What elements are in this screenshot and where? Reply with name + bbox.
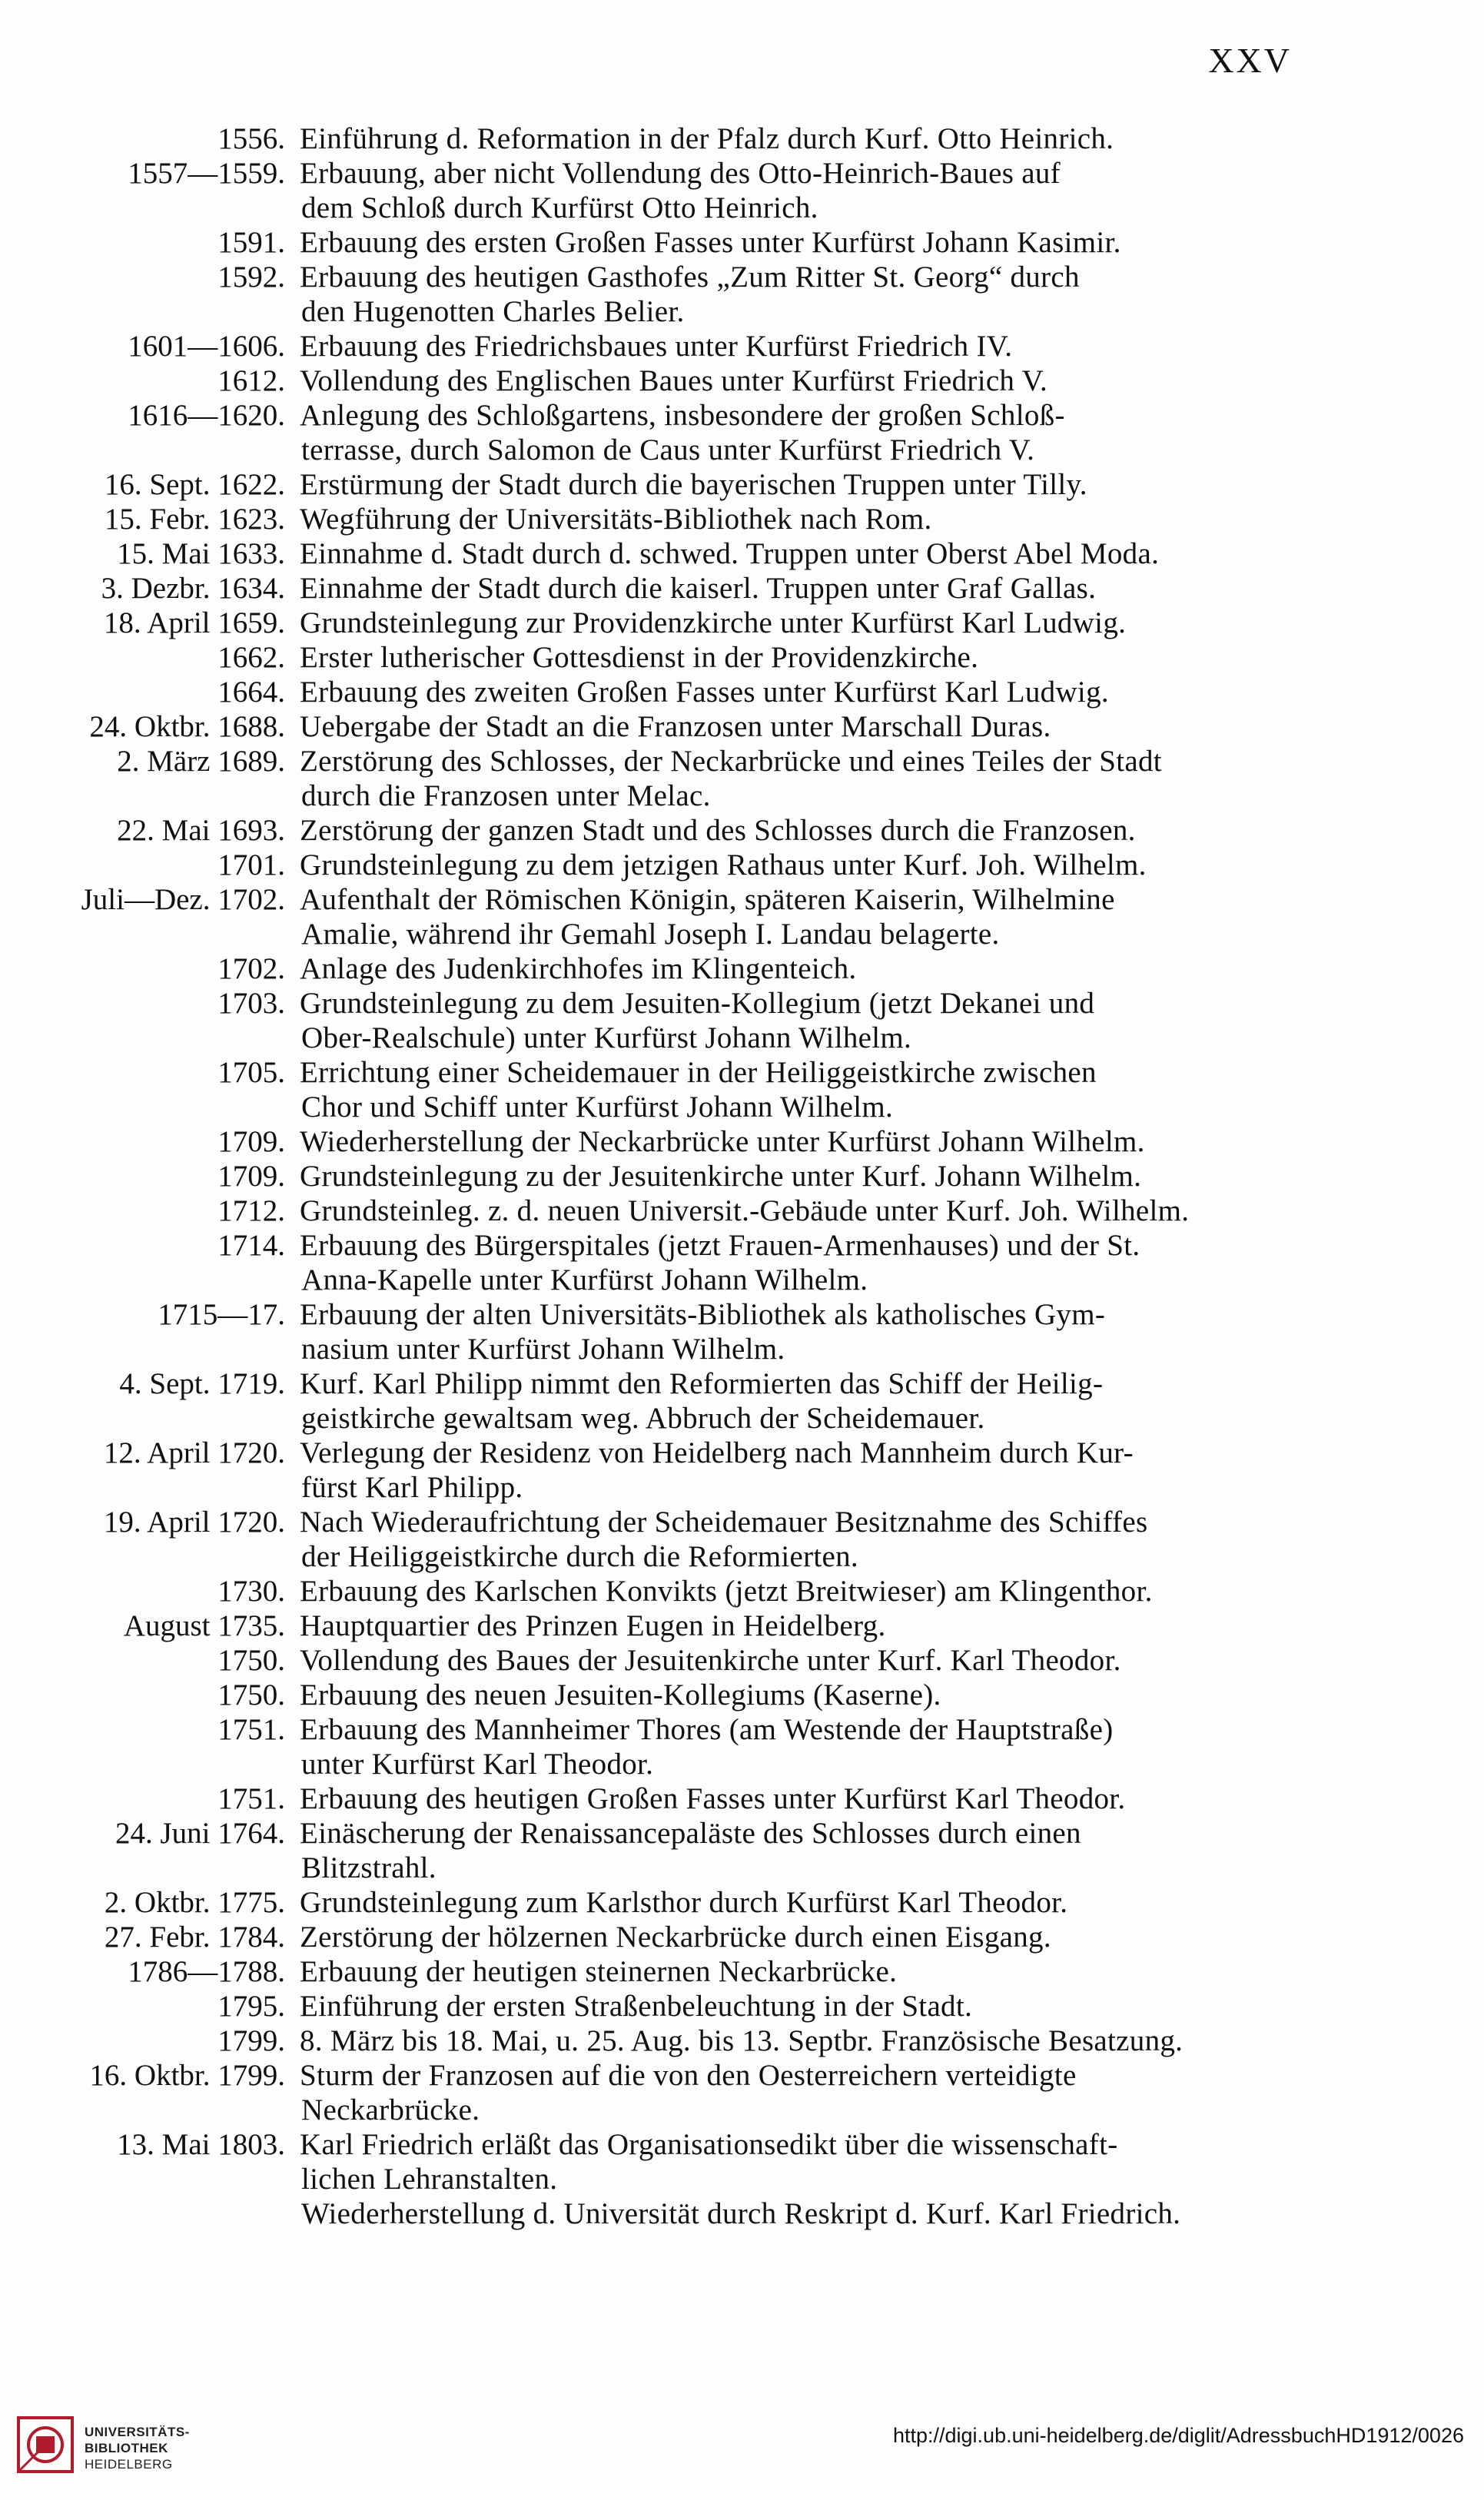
entry-row xyxy=(0,433,1484,467)
entry-date: 4. Sept. 1719. xyxy=(119,1367,285,1400)
entry-text: Grundsteinlegung zu dem jetzigen Rathaus unter Kurf. Joh. Wilhelm. xyxy=(300,848,1147,881)
entry-row xyxy=(0,813,1484,848)
entry-text: Erbauung des ersten Großen Fasses unter Kurfürst Johann Kasimir. xyxy=(300,226,1121,259)
entry-date: 12. April 1720. xyxy=(103,1436,285,1469)
entry-date: 1703. xyxy=(217,987,285,1020)
chronology-entry xyxy=(0,848,1484,882)
entry-text: Erbauung des Friedrichsbaues unter Kurfürst Friedrich IV. xyxy=(300,330,1013,363)
entry-text: Aufenthalt der Römischen Königin, späteren Kaiserin, Wilhelmine xyxy=(300,883,1115,916)
entry-date: August 1735. xyxy=(123,1609,285,1642)
entry-date: 1751. xyxy=(217,1782,285,1815)
chronology-entry xyxy=(0,571,1484,606)
logo-line: HEIDELBERG xyxy=(85,2457,173,2472)
entry-text: Grundsteinlegung zu dem Jesuiten-Kollegium (jetzt Dekanei und xyxy=(300,987,1095,1020)
entry-date: 1702. xyxy=(217,952,285,985)
entry-text: Nach Wiederaufrichtung der Scheidemauer Besitznahme des Schiffes xyxy=(300,1506,1148,1539)
entry-text-continuation: Ober-Realschule) unter Kurfürst Johann Wilhelm. xyxy=(301,1021,912,1054)
entry-row xyxy=(0,1401,1484,1436)
entry-date: 1591. xyxy=(217,226,285,259)
entry-row xyxy=(0,1470,1484,1505)
entry-date: 15. Mai 1633. xyxy=(117,537,285,570)
entry-row xyxy=(0,1920,1484,1954)
chronology-entry xyxy=(0,1609,1484,1643)
entry-date: Juli—Dez. 1702. xyxy=(81,883,285,916)
entry-date: 22. Mai 1693. xyxy=(117,814,285,847)
chronology-entry xyxy=(0,2024,1484,2058)
entry-text: Erbauung des heutigen Großen Fasses unter Kurfürst Karl Theodor. xyxy=(300,1782,1126,1815)
chronology-entry xyxy=(0,1816,1484,1885)
entry-date: 1751. xyxy=(217,1713,285,1746)
chronology-entry xyxy=(0,1436,1484,1505)
entry-text: Grundsteinlegung zum Karlsthor durch Kurfürst Karl Theodor. xyxy=(300,1886,1068,1919)
entry-date: 1750. xyxy=(217,1678,285,1711)
entry-date: 1664. xyxy=(217,676,285,709)
entry-row xyxy=(0,1643,1484,1678)
entry-date: 16. Sept. 1622. xyxy=(104,468,285,501)
entry-text: Einnahme der Stadt durch die kaiserl. Truppen unter Graf Gallas. xyxy=(300,572,1097,605)
entry-row xyxy=(0,1781,1484,1816)
entry-text: Einnahme d. Stadt durch d. schwed. Truppen unter Oberst Abel Moda. xyxy=(300,537,1160,570)
entry-date: 1556. xyxy=(217,122,285,155)
entry-text: Erbauung des Karlschen Konvikts (jetzt Breitwieser) am Klingenthor. xyxy=(300,1575,1153,1608)
entry-text-continuation: Amalie, während ihr Gemahl Joseph I. Landau belagerte. xyxy=(301,918,1000,951)
entry-row xyxy=(0,1194,1484,1228)
entry-text: Zerstörung der ganzen Stadt und des Schlosses durch die Franzosen. xyxy=(300,814,1136,847)
entry-row xyxy=(0,225,1484,260)
entry-text: Grundsteinlegung zur Providenzkirche unter Kurfürst Karl Ludwig. xyxy=(300,606,1127,639)
entry-row xyxy=(0,779,1484,813)
entry-date: 19. April 1720. xyxy=(103,1506,285,1539)
entry-date: 1795. xyxy=(217,1990,285,2023)
entry-row xyxy=(0,2127,1484,2162)
entry-date: 2. Oktbr. 1775. xyxy=(104,1886,285,1919)
entry-text-continuation: geistkirche gewaltsam weg. Abbruch der Scheidemauer. xyxy=(301,1402,985,1435)
entry-text-continuation: Anna-Kapelle unter Kurfürst Johann Wilhelm. xyxy=(301,1263,868,1296)
entry-text: Karl Friedrich erläßt das Organisationsedikt über die wissenschaft- xyxy=(300,2128,1118,2161)
entry-row xyxy=(0,1505,1484,1539)
entry-text: Anlage des Judenkirchhofes im Klingenteich. xyxy=(300,952,857,985)
entry-text: Erbauung des heutigen Gasthofes „Zum Ritter St. Georg“ durch xyxy=(300,261,1080,294)
chronology-entry xyxy=(0,398,1484,467)
entry-text: Uebergabe der Stadt an die Franzosen unter Marschall Duras. xyxy=(300,710,1051,743)
entry-date: 1701. xyxy=(217,848,285,881)
entry-text: Zerstörung der hölzernen Neckarbrücke durch einen Eisgang. xyxy=(300,1921,1051,1954)
chronology-entry xyxy=(0,1055,1484,1124)
entry-row xyxy=(0,156,1484,191)
entry-text: Sturm der Franzosen auf die von den Oesterreichern verteidigte xyxy=(300,2059,1077,2092)
entry-row xyxy=(0,2093,1484,2127)
chronology-entry xyxy=(0,536,1484,571)
entry-row xyxy=(0,709,1484,744)
entry-row xyxy=(0,294,1484,329)
chronology-entry xyxy=(0,882,1484,951)
logo-line: BIBLIOTHEK xyxy=(85,2441,168,2455)
entry-date: 3. Dezbr. 1634. xyxy=(101,572,285,605)
entry-text-continuation: den Hugenotten Charles Belier. xyxy=(301,295,685,328)
entry-row xyxy=(0,1436,1484,1470)
entry-row xyxy=(0,364,1484,398)
entry-date: 1750. xyxy=(217,1644,285,1677)
entry-text-continuation: Wiederherstellung d. Universität durch Reskript d. Kurf. Karl Friedrich. xyxy=(301,2197,1181,2230)
entry-row xyxy=(0,951,1484,986)
entry-row xyxy=(0,882,1484,917)
entry-row xyxy=(0,1712,1484,1747)
entry-text: Vollendung des Baues der Jesuitenkirche unter Kurf. Karl Theodor. xyxy=(300,1644,1121,1677)
entry-row xyxy=(0,1678,1484,1712)
entry-text: Erbauung des neuen Jesuiten-Kollegiums (Kaserne). xyxy=(300,1678,941,1711)
entry-date: 15. Febr. 1623. xyxy=(104,503,285,536)
entry-row xyxy=(0,1851,1484,1885)
entry-text: Einführung der ersten Straßenbeleuchtung in der Stadt. xyxy=(300,1990,973,2023)
entry-text: Vollendung des Englischen Baues unter Kurfürst Friedrich V. xyxy=(300,364,1048,397)
entry-text-continuation: Blitzstrahl. xyxy=(301,1851,437,1884)
entry-row xyxy=(0,1055,1484,1090)
entry-text: Grundsteinleg. z. d. neuen Universit.-Gebäude unter Kurf. Joh. Wilhelm. xyxy=(300,1194,1190,1227)
entry-text: Wegführung der Universitäts-Bibliothek nach Rom. xyxy=(300,503,932,536)
entry-date: 24. Oktbr. 1688. xyxy=(89,710,285,743)
entry-text-continuation: unter Kurfürst Karl Theodor. xyxy=(301,1748,654,1781)
entry-row xyxy=(0,191,1484,225)
source-url-link[interactable]: http://digi.ub.uni-heidelberg.de/diglit/AdressbuchHD1912/0026 xyxy=(892,2424,1464,2447)
entry-row xyxy=(0,121,1484,156)
chronology-entry xyxy=(0,813,1484,848)
logo-line: UNIVERSITÄTS- xyxy=(85,2425,190,2439)
entry-row xyxy=(0,606,1484,640)
entry-row xyxy=(0,1539,1484,1574)
chronology-entry xyxy=(0,1678,1484,1712)
entry-row xyxy=(0,1297,1484,1332)
entry-row xyxy=(0,467,1484,502)
entry-row xyxy=(0,571,1484,606)
entry-date: 18. April 1659. xyxy=(103,606,285,639)
entry-text: Erbauung des Bürgerspitales (jetzt Frauen-Armenhauses) und der St. xyxy=(300,1229,1140,1262)
entry-row xyxy=(0,1263,1484,1297)
entry-row xyxy=(0,675,1484,709)
entry-row xyxy=(0,1090,1484,1124)
entry-text: Einführung d. Reformation in der Pfalz durch Kurf. Otto Heinrich. xyxy=(300,122,1114,155)
entry-date: 1612. xyxy=(217,364,285,397)
entry-row xyxy=(0,1124,1484,1159)
chronology-entry xyxy=(0,1712,1484,1781)
chronology-entry xyxy=(0,260,1484,329)
library-logo-text xyxy=(85,2424,190,2472)
entry-text: Verlegung der Residenz von Heidelberg nach Mannheim durch Kur- xyxy=(300,1436,1134,1469)
entry-row xyxy=(0,1885,1484,1920)
chronology-entry xyxy=(0,225,1484,260)
entry-date: 1786—1788. xyxy=(128,1955,285,1988)
chronology-entry xyxy=(0,1920,1484,1954)
entry-row xyxy=(0,502,1484,536)
entry-row xyxy=(0,1609,1484,1643)
chronology-list xyxy=(0,121,1484,2231)
entry-date: 1705. xyxy=(217,1056,285,1089)
entry-text: Erster lutherischer Gottesdienst in der Providenzkirche. xyxy=(300,641,979,674)
entry-text: Erbauung des Mannheimer Thores (am Westende der Hauptstraße) xyxy=(300,1713,1114,1746)
entry-text: Erbauung, aber nicht Vollendung des Otto-Heinrich-Baues auf xyxy=(300,157,1061,190)
entry-text-continuation: Neckarbrücke. xyxy=(301,2093,480,2126)
chronology-entry xyxy=(0,121,1484,156)
chronology-entry xyxy=(0,2127,1484,2231)
chronology-entry xyxy=(0,1159,1484,1194)
entry-row xyxy=(0,1332,1484,1366)
chronology-entry xyxy=(0,364,1484,398)
chronology-entry xyxy=(0,329,1484,364)
entry-row xyxy=(0,744,1484,779)
entry-row xyxy=(0,329,1484,364)
entry-text: Erbauung des zweiten Großen Fasses unter Kurfürst Karl Ludwig. xyxy=(300,676,1109,709)
entry-date: 1709. xyxy=(217,1160,285,1193)
chronology-entry xyxy=(0,951,1484,986)
entry-text: Hauptquartier des Prinzen Eugen in Heidelberg. xyxy=(300,1609,886,1642)
chronology-entry xyxy=(0,1505,1484,1574)
entry-row xyxy=(0,1747,1484,1781)
entry-row xyxy=(0,536,1484,571)
entry-date: 1662. xyxy=(217,641,285,674)
entry-text: Erbauung der heutigen steinernen Neckarbrücke. xyxy=(300,1955,898,1988)
entry-text: Grundsteinlegung zu der Jesuitenkirche unter Kurf. Johann Wilhelm. xyxy=(300,1160,1142,1193)
entry-text: Errichtung einer Scheidemauer in der Heiliggeistkirche zwischen xyxy=(300,1056,1097,1089)
entry-date: 1557—1559. xyxy=(128,157,285,190)
footer xyxy=(0,2390,1484,2500)
entry-row xyxy=(0,917,1484,951)
entry-text: 8. März bis 18. Mai, u. 25. Aug. bis 13. Septbr. Französische Besatzung. xyxy=(300,2024,1184,2057)
entry-text: Erbauung der alten Universitäts-Bibliothek als katholisches Gym- xyxy=(300,1298,1106,1331)
chronology-entry xyxy=(0,1885,1484,1920)
chronology-entry xyxy=(0,1366,1484,1436)
entry-text-continuation: nasium unter Kurfürst Johann Wilhelm. xyxy=(301,1333,785,1366)
entry-row xyxy=(0,640,1484,675)
entry-row xyxy=(0,848,1484,882)
entry-row xyxy=(0,1366,1484,1401)
entry-date: 1601—1606. xyxy=(128,330,285,363)
entry-text-continuation: der Heiliggeistkirche durch die Reformierten. xyxy=(301,1540,858,1573)
entry-date: 2. März 1689. xyxy=(117,745,285,778)
chronology-entry xyxy=(0,1781,1484,1816)
entry-text: Anlegung des Schloßgartens, insbesondere der großen Schloß- xyxy=(300,399,1065,432)
entry-text: Einäscherung der Renaissancepaläste des Schlosses durch einen xyxy=(300,1817,1081,1850)
entry-row xyxy=(0,1159,1484,1194)
entry-date: 1709. xyxy=(217,1125,285,1158)
entry-row xyxy=(0,398,1484,433)
chronology-entry xyxy=(0,1228,1484,1297)
entry-row xyxy=(0,1228,1484,1263)
chronology-entry xyxy=(0,709,1484,744)
entry-text: Wiederherstellung der Neckarbrücke unter Kurfürst Johann Wilhelm. xyxy=(300,1125,1145,1158)
entry-date: 1715—17. xyxy=(158,1298,285,1331)
entry-date: 1730. xyxy=(217,1575,285,1608)
chronology-entry xyxy=(0,1989,1484,2024)
entry-row xyxy=(0,1816,1484,1851)
entry-row xyxy=(0,260,1484,294)
entry-date: 1714. xyxy=(217,1229,285,1262)
entry-row xyxy=(0,986,1484,1021)
chronology-entry xyxy=(0,675,1484,709)
entry-date: 1616—1620. xyxy=(128,399,285,432)
entry-text-continuation: Chor und Schiff unter Kurfürst Johann Wilhelm. xyxy=(301,1091,894,1124)
entry-row xyxy=(0,2024,1484,2058)
entry-date: 13. Mai 1803. xyxy=(117,2128,285,2161)
chronology-entry xyxy=(0,502,1484,536)
chronology-entry xyxy=(0,156,1484,225)
library-logo xyxy=(14,2407,198,2484)
chronology-entry xyxy=(0,2058,1484,2127)
chronology-entry xyxy=(0,1574,1484,1609)
library-emblem-icon xyxy=(14,2407,78,2484)
entry-text-continuation: terrasse, durch Salomon de Caus unter Kurfürst Friedrich V. xyxy=(301,433,1035,466)
page-number: XXV xyxy=(1208,41,1292,80)
chronology-entry xyxy=(0,1124,1484,1159)
entry-text: Kurf. Karl Philipp nimmt den Reformierten das Schiff der Heilig- xyxy=(300,1367,1104,1400)
entry-row xyxy=(0,2162,1484,2196)
chronology-entry xyxy=(0,1954,1484,1989)
entry-date: 16. Oktbr. 1799. xyxy=(89,2059,285,2092)
chronology-entry xyxy=(0,986,1484,1055)
entry-row xyxy=(0,2058,1484,2093)
entry-row xyxy=(0,1021,1484,1055)
entry-row xyxy=(0,1954,1484,1989)
entry-text-continuation: durch die Franzosen unter Melac. xyxy=(301,779,711,812)
chronology-entry xyxy=(0,640,1484,675)
chronology-entry xyxy=(0,606,1484,640)
chronology-entry xyxy=(0,744,1484,813)
entry-date: 1592. xyxy=(217,261,285,294)
entry-row xyxy=(0,1989,1484,2024)
entry-date: 24. Juni 1764. xyxy=(115,1817,285,1850)
chronology-entry xyxy=(0,1194,1484,1228)
entry-date: 1712. xyxy=(217,1194,285,1227)
entry-date: 1799. xyxy=(217,2024,285,2057)
entry-text-continuation: dem Schloß durch Kurfürst Otto Heinrich. xyxy=(301,191,818,224)
entry-text-continuation: lichen Lehranstalten. xyxy=(301,2163,558,2196)
entry-row xyxy=(0,1574,1484,1609)
chronology-entry xyxy=(0,1297,1484,1366)
entry-date: 27. Febr. 1784. xyxy=(104,1921,285,1954)
entry-text: Erstürmung der Stadt durch die bayerischen Truppen unter Tilly. xyxy=(300,468,1087,501)
entry-text: Zerstörung des Schlosses, der Neckarbrücke und eines Teiles der Stadt xyxy=(300,745,1162,778)
chronology-entry xyxy=(0,467,1484,502)
entry-text-continuation: fürst Karl Philipp. xyxy=(301,1471,523,1504)
chronology-entry xyxy=(0,1643,1484,1678)
entry-row xyxy=(0,2196,1484,2231)
